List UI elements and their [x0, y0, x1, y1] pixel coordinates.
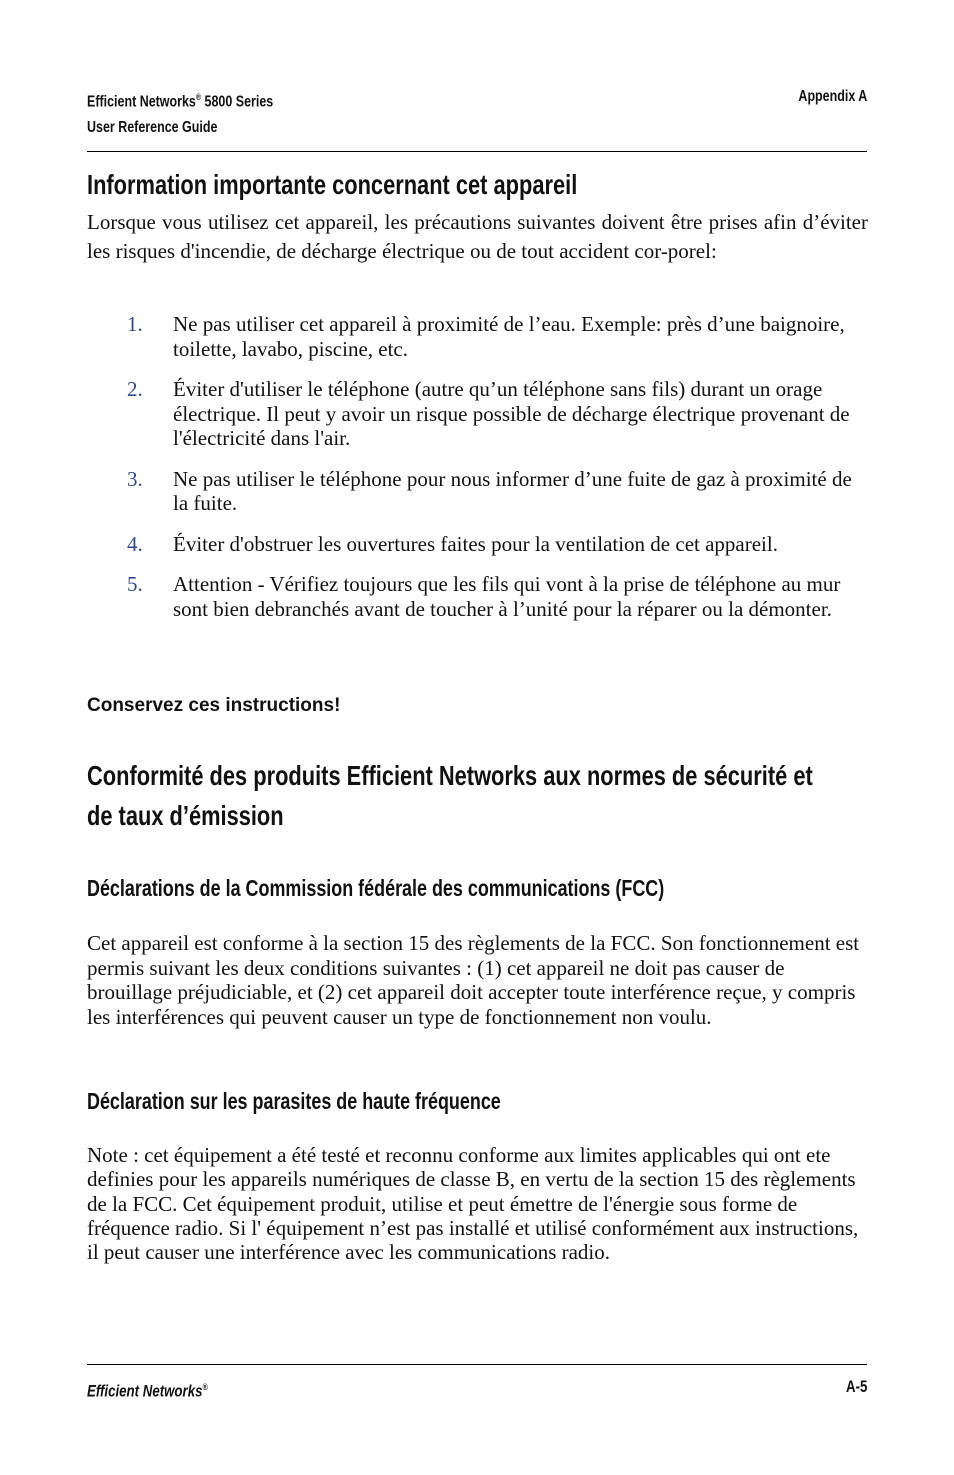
list-item	[87, 467, 868, 516]
list-item	[87, 532, 868, 557]
header-section-label: Appendix A	[798, 88, 867, 105]
section-title-compliance-line1: Conformité des produits Efficient Networks aux normes de sécurité et	[87, 760, 813, 791]
list-item-text: Ne pas utiliser le téléphone pour nous informer d’une fuite de gaz à proximité de la fuite.	[173, 466, 852, 515]
list-item-number: 3.	[127, 466, 143, 491]
subheading-fcc: Déclarations de la Commission fédérale des communications (FCC)	[87, 875, 665, 901]
header-brand: Efficient Networks	[87, 93, 196, 111]
list-item	[87, 572, 868, 621]
safety-precautions-list	[87, 312, 868, 637]
header-divider	[87, 151, 867, 152]
list-item-number: 2.	[127, 377, 143, 401]
list-item	[87, 377, 868, 451]
registered-mark: ®	[195, 92, 202, 102]
keep-instructions-note: Conservez ces instructions!	[87, 695, 341, 716]
subheading-rf-interference: Déclaration sur les parasites de haute fréquence	[87, 1088, 501, 1114]
list-item-number: 5.	[127, 572, 143, 596]
safety-intro-paragraph: Lorsque vous utilisez cet appareil, les précautions suivantes doivent être prises afin d’éviter les risques d'incendie, de décharge électrique ou de tout accident cor-porel:	[87, 210, 868, 263]
header-product-line	[87, 84, 273, 115]
list-item	[87, 312, 868, 361]
list-item-text: Éviter d'utiliser le téléphone (autre qu’un téléphone sans fils) durant un orage électrique. Il peut y avoir un risque possible de décharge électrique provenant de l'électricité dans l'air.	[173, 377, 850, 450]
header-series: 5800 Series	[201, 93, 274, 111]
footer-registered-mark: ®	[202, 1382, 208, 1392]
footer-divider	[87, 1364, 867, 1365]
list-item-number: 4.	[127, 531, 143, 556]
fcc-paragraph: Cet appareil est conforme à la section 15 des règlements de la FCC. Son fonctionnement est permis suivant les deux conditions suivantes : (1) cet appareil ne doit pas causer de brouillage préjudiciable, et (2) cet appareil doit accepter toute interférence reçue, y compris les interférences qui peuvent causer un type de fonctionnement non voulu.	[87, 931, 860, 1029]
section-title-compliance-line2: de taux d’émission	[87, 800, 284, 831]
running-header	[87, 84, 326, 141]
page-number: A-5	[845, 1377, 867, 1396]
list-item-text: Ne pas utiliser cet appareil à proximité de l’eau. Exemple: près d’une baignoire, toilette, lavabo, piscine, etc.	[173, 312, 845, 361]
list-item-number: 1.	[127, 312, 143, 336]
section-title-safety: Information importante concernant cet appareil	[87, 169, 578, 200]
list-item-text: Attention - Vérifiez toujours que les fils qui vont à la prise de téléphone au mur sont bien debranchés avant de toucher à l’unité pour la réparer ou la démonter.	[173, 572, 841, 621]
list-item-text: Éviter d'obstruer les ouvertures faites pour la ventilation de cet appareil.	[173, 531, 778, 556]
header-guide-title: User Reference Guide	[87, 119, 218, 137]
footer-brand-text: Efficient Networks	[87, 1381, 203, 1401]
footer-brand	[87, 1375, 208, 1404]
rf-interference-paragraph: Note : cet équipement a été testé et reconnu conforme aux limites applicables qui ont ete definies pour les appareils numériques de classe B, en vertu de la section 15 des règlements de la FCC. Cet équipement produit, utilise et peut émettre de l'énergie sous forme de fréquence radio. Si l' équipement n’est pas installé et utilisé conformément aux instructions, il peut causer une interférence avec les communications radio.	[87, 1143, 859, 1265]
